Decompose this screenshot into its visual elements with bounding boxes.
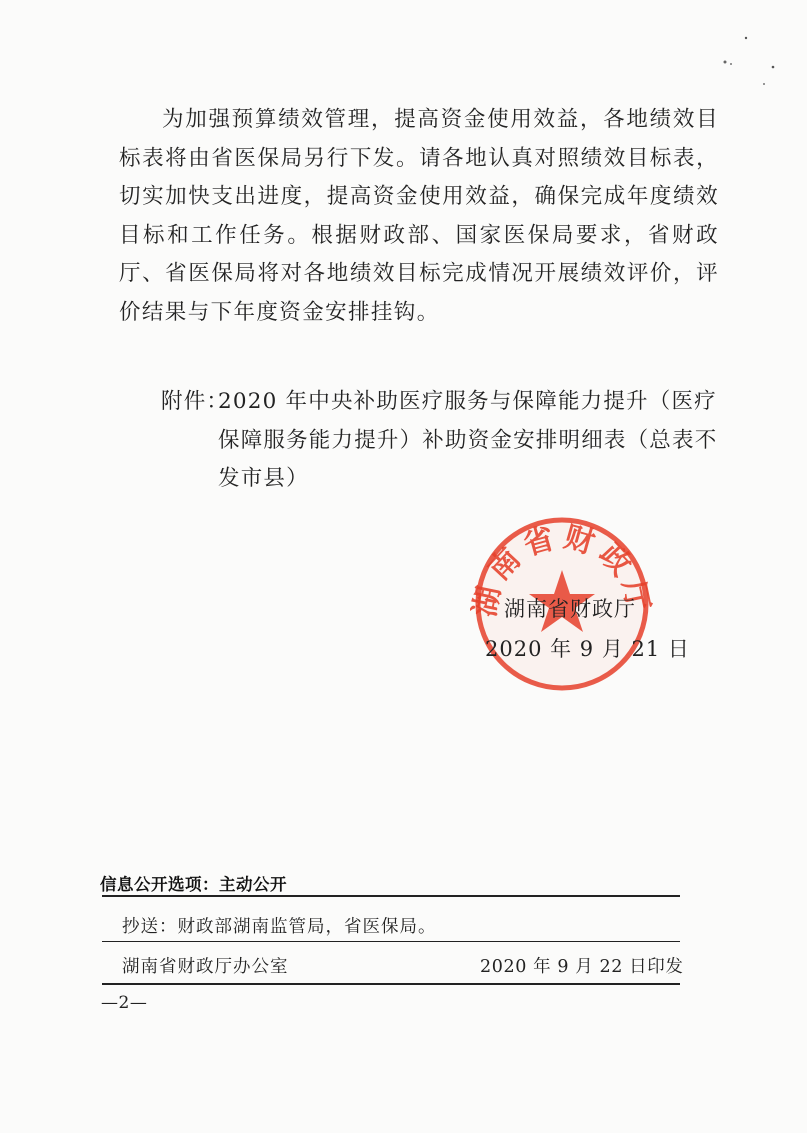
signature-date: 2020 年 9 月 21 日 [485, 637, 690, 661]
divider-bottom [102, 983, 680, 985]
body-paragraph: 为加强预算绩效管理，提高资金使用效益，各地绩效目标表将由省医保局另行下发。请各地认真对照绩效目标表，切实加快支出进度，提高资金使用效益，确保完成年度绩效目标和工作任务。根据财政部、国家医保局要求，省财政厅、省医保局将对各地绩效目标完成情况开展绩效评价，评价结果与下年度资金安排挂钩。 [119, 107, 719, 325]
attachment-text: 2020 年中央补助医疗服务与保障能力提升（医疗保障服务能力提升）补助资金安排明细表（总表不发市县） [218, 389, 718, 491]
divider-top [102, 895, 680, 897]
print-date: 2020 年 9 月 22 日印发 [480, 957, 684, 977]
cc-recipients: 抄送：财政部湖南监管局，省医保局。 [122, 917, 437, 937]
scan-specks [700, 20, 800, 100]
page-number: —2— [101, 993, 148, 1013]
issuing-office: 湖南省财政厅办公室 [122, 957, 289, 977]
divider-middle [102, 941, 680, 942]
attachment-label: 附件： [161, 389, 230, 414]
seal-text: 湖南省财政厅 [470, 519, 654, 620]
signature-org: 湖南省财政厅 [504, 597, 636, 621]
disclosure-option: 信息公开选项：主动公开 [100, 875, 287, 894]
